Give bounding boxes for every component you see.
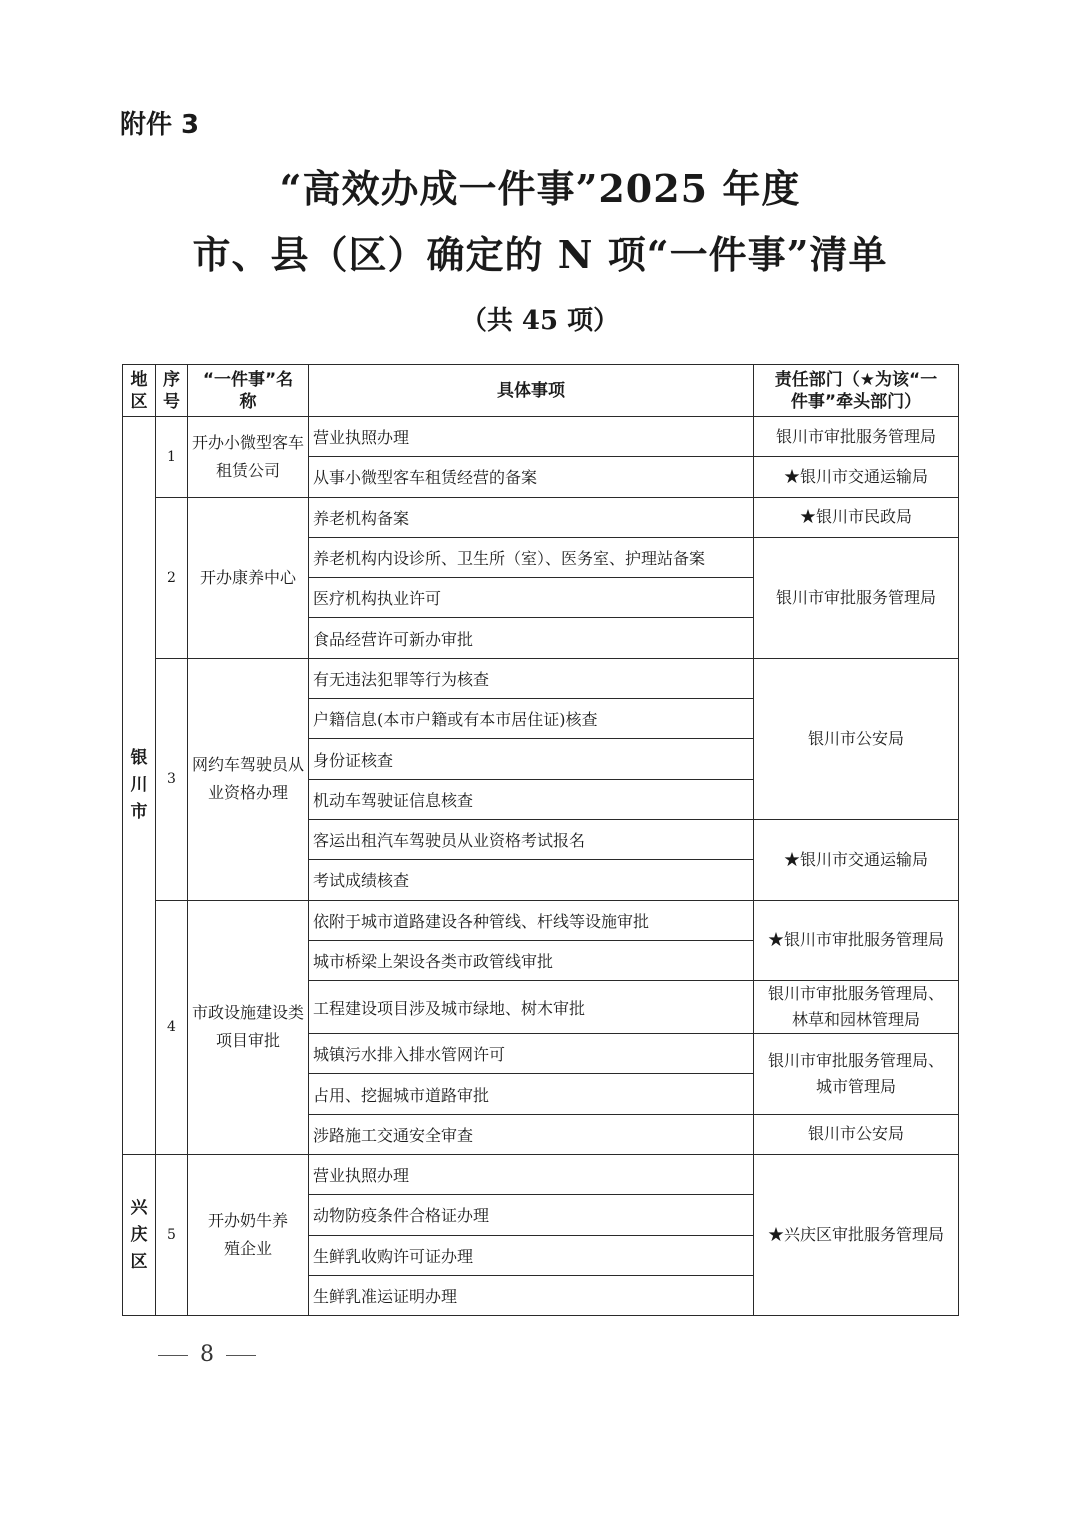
item-cell: 动物防疫条件合格证办理	[309, 1195, 754, 1235]
item-cell: 营业执照办理	[309, 417, 754, 457]
matter-name-cell: 开办康养中心	[188, 497, 309, 658]
seq-cell: 4	[156, 900, 188, 1154]
item-cell: 养老机构备案	[309, 497, 754, 537]
matters-table	[122, 364, 959, 1316]
item-cell: 工程建设项目涉及城市绿地、树木审批	[309, 981, 754, 1034]
dept-cell: ★银川市交通运输局	[754, 819, 959, 900]
page-title-line2: 市、县（区）确定的 N 项“一件事”清单	[192, 232, 888, 277]
item-cell: 城镇污水排入排水管网许可	[309, 1034, 754, 1074]
item-cell: 考试成绩核查	[309, 860, 754, 900]
seq-cell: 1	[156, 417, 188, 498]
dept-cell: 银川市审批服务管理局、城市管理局	[754, 1034, 959, 1115]
item-cell: 机动车驾驶证信息核查	[309, 779, 754, 819]
item-cell: 生鲜乳准运证明办理	[309, 1275, 754, 1315]
item-cell: 占用、挖掘城市道路审批	[309, 1074, 754, 1114]
item-cell: 食品经营许可新办审批	[309, 618, 754, 658]
page-number	[146, 1342, 268, 1367]
item-cell: 营业执照办理	[309, 1155, 754, 1195]
region-cell: 银川市	[123, 417, 156, 1155]
seq-cell: 5	[156, 1155, 188, 1316]
item-cell: 从事小微型客车租赁经营的备案	[309, 457, 754, 497]
matter-name-cell: 网约车驾驶员从业资格办理	[188, 658, 309, 900]
seq-cell: 3	[156, 658, 188, 900]
item-cell: 户籍信息(本市户籍或有本市居住证)核查	[309, 699, 754, 739]
table-header-row	[123, 365, 959, 417]
item-cell: 身份证核查	[309, 739, 754, 779]
header-name: “一件事”名称	[188, 365, 309, 417]
table-row	[123, 1155, 959, 1195]
region-cell: 兴庆区	[123, 1155, 156, 1316]
seq-cell: 2	[156, 497, 188, 658]
item-cell: 生鲜乳收购许可证办理	[309, 1235, 754, 1275]
dash-left	[158, 1355, 188, 1356]
dept-cell: 银川市公安局	[754, 1114, 959, 1154]
header-item: 具体事项	[309, 365, 754, 417]
item-cell: 有无违法犯罪等行为核查	[309, 658, 754, 698]
page-number-value: 8	[200, 1342, 214, 1367]
dept-cell: 银川市审批服务管理局	[754, 537, 959, 658]
table-row	[123, 417, 959, 457]
item-cell: 城市桥梁上架设各类市政管线审批	[309, 940, 754, 980]
header-region: 地区	[123, 365, 156, 417]
table-row	[123, 900, 959, 940]
matter-name-cell: 市政设施建设类项目审批	[188, 900, 309, 1154]
matter-name-cell: 开办奶牛养殖企业	[188, 1155, 309, 1316]
header-seq: 序号	[156, 365, 188, 417]
item-cell: 客运出租汽车驾驶员从业资格考试报名	[309, 819, 754, 859]
header-dept: 责任部门（★为该“一件事”牵头部门）	[754, 365, 959, 417]
dept-cell: ★银川市审批服务管理局	[754, 900, 959, 981]
dept-cell: 银川市审批服务管理局	[754, 417, 959, 457]
item-cell: 依附于城市道路建设各种管线、杆线等设施审批	[309, 900, 754, 940]
dept-cell: ★银川市交通运输局	[754, 457, 959, 497]
dept-cell: ★兴庆区审批服务管理局	[754, 1155, 959, 1316]
matter-name-cell: 开办小微型客车租赁公司	[188, 417, 309, 498]
dept-cell: ★银川市民政局	[754, 497, 959, 537]
dash-right	[226, 1355, 256, 1356]
dept-cell: 银川市公安局	[754, 658, 959, 819]
table-row	[123, 497, 959, 537]
item-cell: 养老机构内设诊所、卫生所（室）、医务室、护理站备案	[309, 537, 754, 577]
item-count: （共 45 项）	[460, 306, 620, 336]
page-title-line1: “高效办成一件事”2025 年度	[279, 166, 801, 211]
attachment-label: 附件 3	[120, 110, 200, 140]
table-row	[123, 658, 959, 698]
dept-cell: 银川市审批服务管理局、林草和园林管理局	[754, 981, 959, 1034]
item-cell: 医疗机构执业许可	[309, 578, 754, 618]
item-cell: 涉路施工交通安全审查	[309, 1114, 754, 1154]
